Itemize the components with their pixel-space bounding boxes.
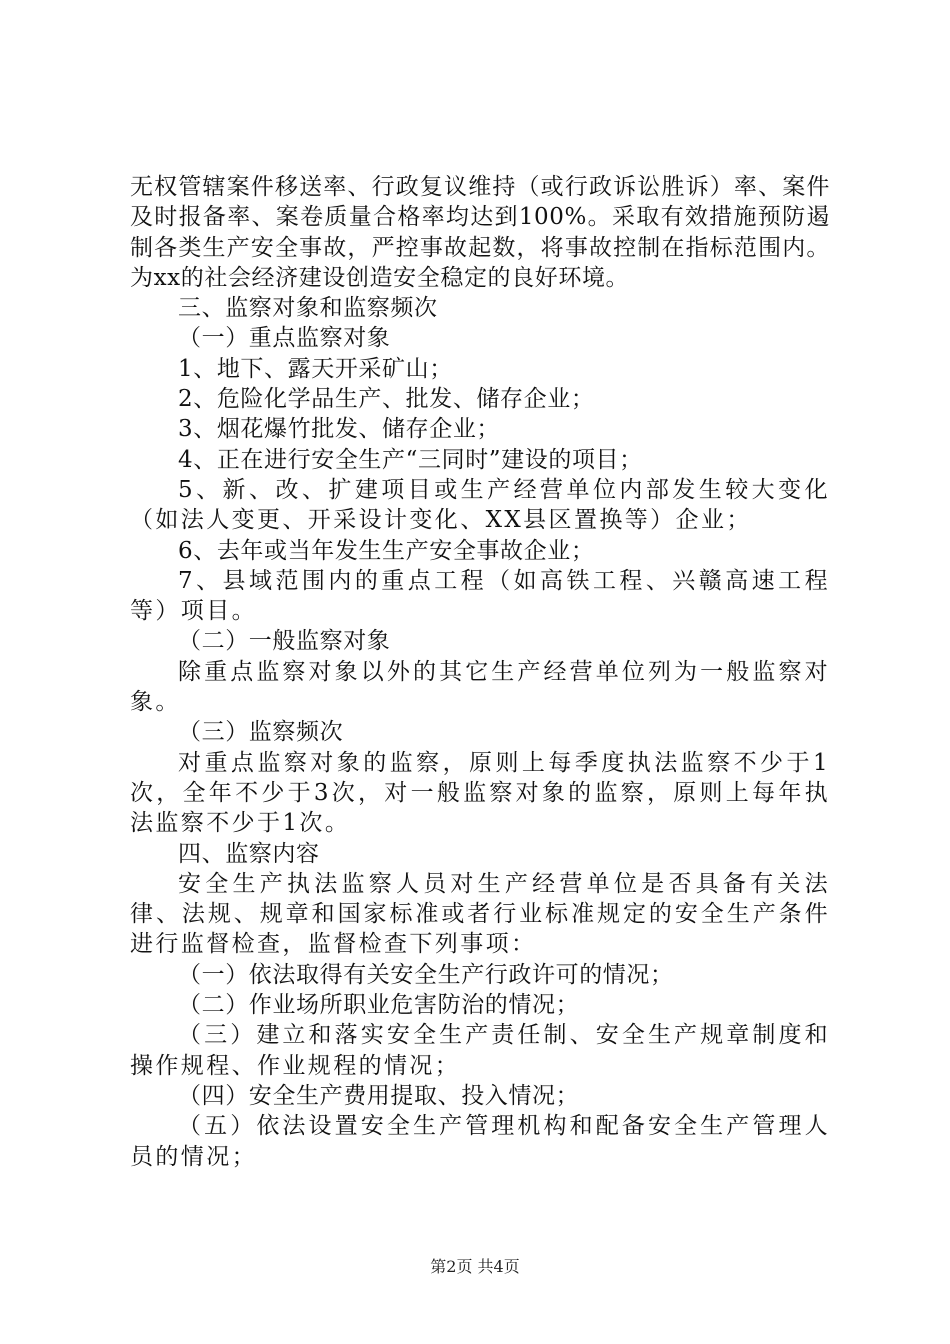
paragraph: 除重点监察对象以外的其它生产经营单位列为一般监察对象。 — [130, 658, 830, 716]
subsection-heading: （三）监察频次 — [178, 719, 344, 746]
section-heading: 三、监察对象和监察频次 — [178, 295, 438, 322]
page-number-footer: 第2页 共4页 — [430, 1257, 520, 1276]
list-item: （五）依法设置安全生产管理机构和配备安全生产管理人员的情况； — [130, 1113, 830, 1170]
list-item: （一）依法取得有关安全生产行政许可的情况； — [178, 961, 674, 988]
list-item: （二）作业场所职业危害防治的情况； — [178, 992, 580, 1019]
subsection-heading: （二）一般监察对象 — [178, 628, 391, 655]
list-item: 2、危险化学品生产、批发、储存企业； — [178, 386, 595, 413]
list-item: 1、地下、露天开采矿山； — [178, 355, 453, 382]
section-heading: 四、监察内容 — [178, 840, 320, 867]
list-item: 5、新、改、扩建项目或生产经营单位内部发生较大变化（如法人变更、开采设计变化、XX县区置换等）企业； — [130, 476, 830, 534]
list-item: 3、烟花爆竹批发、储存企业； — [178, 416, 501, 443]
subsection-heading: （一）重点监察对象 — [178, 325, 391, 352]
paragraph: 安全生产执法监察人员对生产经营单位是否具备有关法律、法规、规章和国家标准或者行业标准规定的安全生产条件进行监督检查，监督检查下列事项： — [130, 870, 830, 958]
list-item: （三）建立和落实安全生产责任制、安全生产规章制度和操作规程、作业规程的情况； — [130, 1022, 830, 1079]
paragraph: 无权管辖案件移送率、行政复议维持（或行政诉讼胜诉）率、案件及时报备率、案卷质量合格率均达到100%。采取有效措施预防遏制各类生产安全事故，严控事故起数，将事故控制在指标范围内。为xx的社会经济建设创造安全稳定的良好环境。 — [130, 174, 830, 291]
document-body — [130, 172, 830, 1172]
list-item: （四）安全生产费用提取、投入情况； — [178, 1082, 580, 1109]
list-item: 6、去年或当年发生生产安全事故企业； — [178, 537, 595, 564]
paragraph: 对重点监察对象的监察，原则上每季度执法监察不少于1次，全年不少于3次，对一般监察对象的监察，原则上每年执法监察不少于1次。 — [130, 749, 830, 837]
list-item: 4、正在进行安全生产“三同时”建设的项目； — [178, 446, 643, 473]
list-item: 7、县域范围内的重点工程（如高铁工程、兴赣高速工程等）项目。 — [130, 567, 830, 625]
